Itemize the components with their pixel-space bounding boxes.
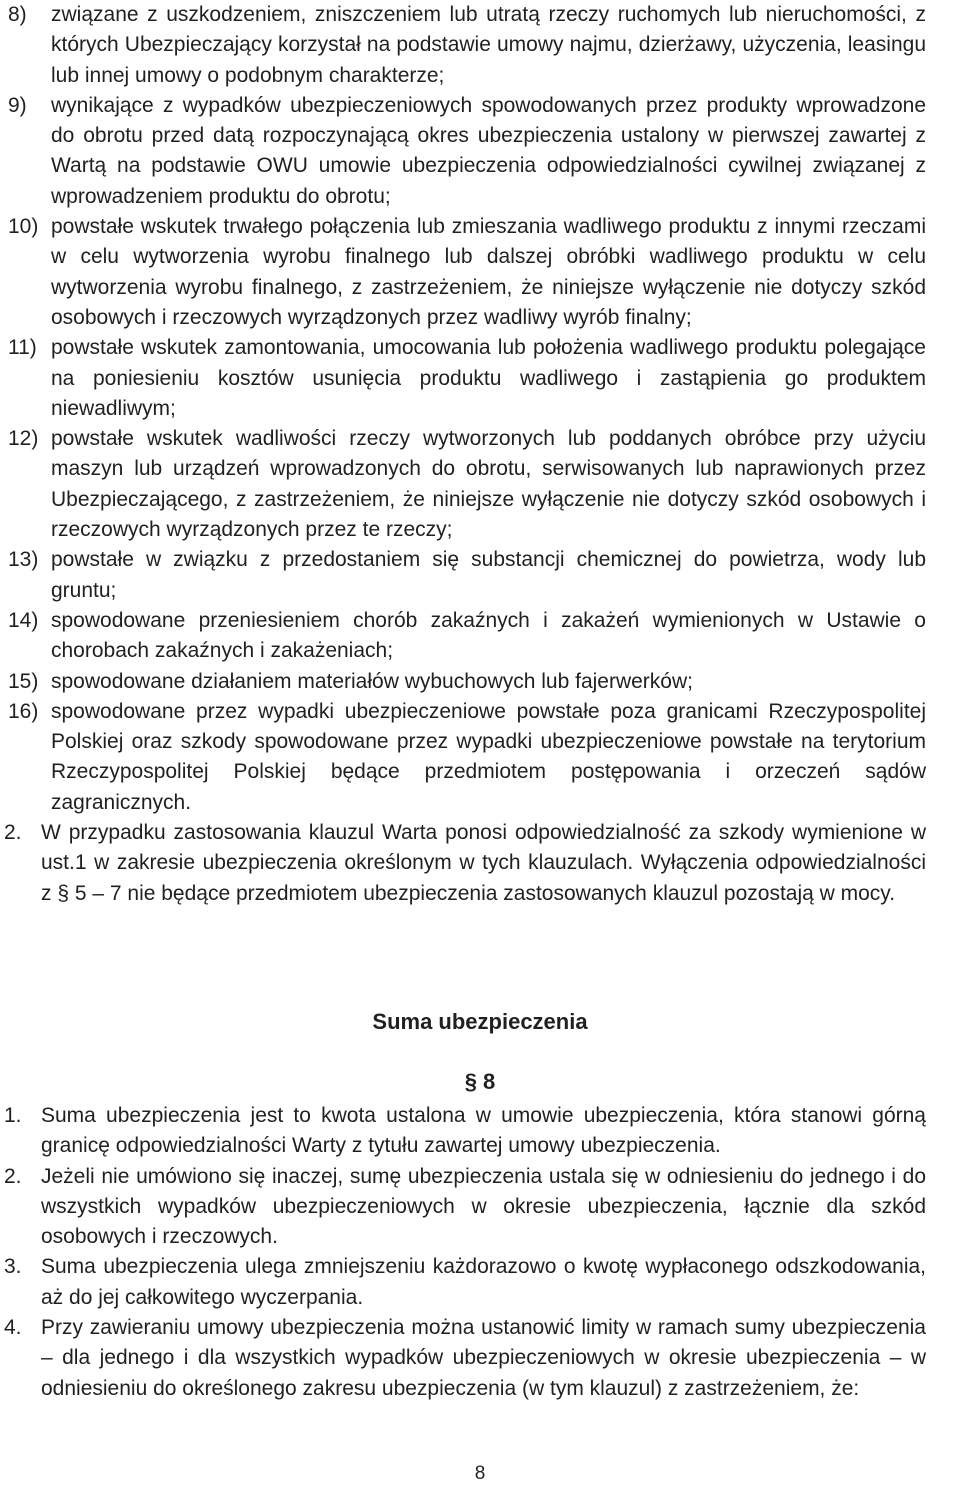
list-item [6, 1313, 926, 1404]
item-number: 10) [8, 215, 39, 239]
item-text: powstałe wskutek zamontowania, umocowania lub położenia wadliwego produktu polegające na poniesieniu kosztów usunięcia produktu wadliwego i zastąpienia go produktem niewadliwym; [51, 336, 926, 420]
item-number: 14) [8, 608, 39, 632]
item-number: 2. [4, 821, 22, 845]
list-item [6, 212, 926, 333]
item-text: Suma ubezpieczenia ulega zmniejszeniu każdorazowo o kwotę wypłaconego odszkodowania, aż do jej całkowitego wyczerpania. [41, 1255, 926, 1309]
list-item [6, 545, 926, 606]
item-number: 9) [8, 93, 27, 117]
paragraph-number: § 8 [464, 1069, 496, 1095]
item-text: Przy zawieraniu umowy ubezpieczenia można ustanowić limity w ramach sumy ubezpieczenia – dla jednego i dla wszystkich wypadków ubezpieczeniowych w okresie ubezpieczenia – w odniesieniu do określonego zakresu ubezpieczenia (w tym klauzul) z zastrzeżeniem, że: [41, 1316, 926, 1400]
item-number: 13) [8, 548, 39, 572]
item-number: 11) [8, 336, 37, 360]
list-item [6, 1101, 926, 1162]
list-item [6, 333, 926, 424]
list-item [6, 606, 926, 667]
item-number: 16) [8, 699, 39, 723]
item-number: 15) [8, 669, 39, 693]
item-number: 8) [8, 3, 27, 26]
item-text: powstałe wskutek trwałego połączenia lub zmieszania wadliwego produktu z innymi rzeczami w celu wytworzenia wyrobu finalnego lub dalszej obróbki wadliwego produktu w celu wytworzenia wyrobu finalnego, z zastrzeżeniem, że niniejsze wyłączenie nie dotyczy szkód osobowych i rzeczowych wyrządzonych przez wadliwy wyrób finalny; [51, 215, 926, 329]
list-item [6, 1162, 926, 1253]
item-text: W przypadku zastosowania klauzul Warta ponosi odpowiedzialność za szkody wymienione w ust.1 w zakresie ubezpieczenia określonym w tych klauzulach. Wyłączenia odpowiedzialności z § 5 – 7 nie będące przedmiotem ubezpieczenia zastosowanych klauzul pozostają w mocy. [41, 821, 926, 905]
item-number: 3. [4, 1255, 22, 1279]
item-number: 4. [4, 1316, 22, 1340]
item-number: 2. [4, 1164, 22, 1188]
item-text: Jeżeli nie umówiono się inaczej, sumę ubezpieczenia ustala się w odniesieniu do jednego i do wszystkich wypadków ubezpieczeniowych w okresie ubezpieczenia, łącznie dla szkód osobowych i rzeczowych. [41, 1164, 926, 1249]
item-text: powstałe w związku z przedostaniem się substancji chemicznej do powietrza, wody lub gruntu; [51, 548, 926, 602]
list-item [6, 667, 926, 697]
item-text: wynikające z wypadków ubezpieczeniowych spowodowanych przez produkty wprowadzone do obrotu przed datą rozpoczynającą okres ubezpieczenia ustalony w pierwszej zawartej z Wartą na podstawie OWU umowie ubezpieczenia odpowiedzialności cywilnej związanej z wprowadzeniem produktu do obrotu; [51, 93, 926, 208]
list-item [6, 91, 926, 212]
item-text: związane z uszkodzeniem, zniszczeniem lub utratą rzeczy ruchomych lub nieruchomości, z których Ubezpieczający korzystał na podstawie umowy najmu, dzierżawy, użyczenia, leasingu lub innej umowy o podobnym charakterze; [51, 3, 926, 87]
sum-insured-list [6, 1101, 926, 1404]
section-title: Suma ubezpieczenia [372, 1009, 588, 1034]
item-text: spowodowane przeniesieniem chorób zakaźnych i zakażeń wymienionych w Ustawie o chorobach zakaźnych i zakażeniach; [51, 608, 926, 663]
list-item-main [6, 818, 926, 909]
list-item [6, 424, 926, 545]
list-item [6, 1252, 926, 1313]
item-text: spowodowane przez wypadki ubezpieczeniowe powstałe poza granicami Rzeczypospolitej Polskiej oraz szkody spowodowane przez wypadki ubezpieczeniowe powstałe na terytorium Rzeczypospolitej Polskiej będące przedmiotem postępowania i orzeczeń sądów zagranicznych. [51, 699, 926, 814]
item-text: Suma ubezpieczenia jest to kwota ustalona w umowie ubezpieczenia, która stanowi górną granicę odpowiedzialności Warty z tytułu zawartej umowy ubezpieczenia. [41, 1104, 926, 1158]
page-number: 8 [474, 1463, 486, 1484]
list-item [6, 697, 926, 818]
exclusions-list [6, 0, 926, 909]
item-number: 1. [4, 1104, 22, 1127]
item-text: powstałe wskutek wadliwości rzeczy wytworzonych lub poddanych obróbce przy użyciu maszyn lub urządzeń wprowadzonych do obrotu, serwisowanych lub naprawionych przez Ubezpieczającego, z zastrzeżeniem, że niniejsze wyłączenie nie dotyczy szkód osobowych i rzeczowych wyrządzonych przez te rzeczy; [51, 427, 926, 542]
list-item [6, 0, 926, 91]
section-heading [0, 1007, 960, 1098]
item-number: 12) [8, 427, 39, 451]
item-text: spowodowane działaniem materiałów wybuchowych lub fajerwerków; [51, 669, 693, 693]
